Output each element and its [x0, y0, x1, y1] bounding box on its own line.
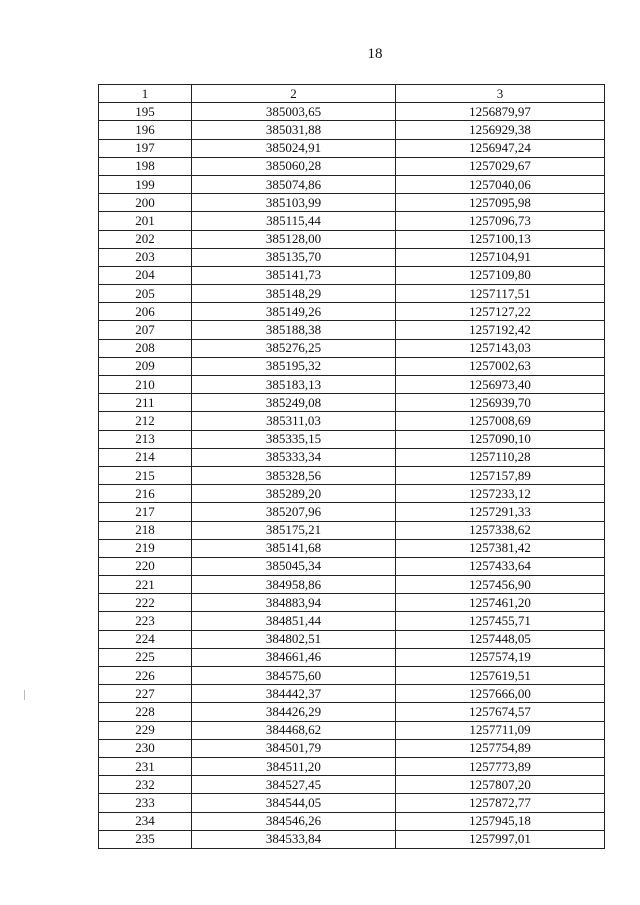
- x-coordinate-cell: 384511,20: [192, 757, 396, 775]
- table-body: [99, 103, 605, 849]
- table-row: [99, 139, 605, 157]
- table-row: [99, 448, 605, 466]
- point-number-cell: 209: [99, 357, 192, 375]
- y-coordinate-cell: 1257433,64: [396, 557, 605, 575]
- table-row: [99, 776, 605, 794]
- x-coordinate-cell: 385141,68: [192, 539, 396, 557]
- table-row: [99, 667, 605, 685]
- table-row: [99, 630, 605, 648]
- table-row: [99, 303, 605, 321]
- y-coordinate-cell: 1257109,80: [396, 266, 605, 284]
- x-coordinate-cell: 385148,29: [192, 285, 396, 303]
- x-coordinate-cell: 385311,03: [192, 412, 396, 430]
- y-coordinate-cell: 1257807,20: [396, 776, 605, 794]
- x-coordinate-cell: 384501,79: [192, 739, 396, 757]
- coordinates-table: [98, 84, 605, 849]
- table-row: [99, 248, 605, 266]
- x-coordinate-cell: 384442,37: [192, 685, 396, 703]
- point-number-cell: 210: [99, 376, 192, 394]
- table-row: [99, 321, 605, 339]
- x-coordinate-cell: 385074,86: [192, 175, 396, 193]
- point-number-cell: 196: [99, 121, 192, 139]
- point-number-cell: 234: [99, 812, 192, 830]
- y-coordinate-cell: 1257381,42: [396, 539, 605, 557]
- table-row: [99, 266, 605, 284]
- table-row: [99, 739, 605, 757]
- table-row: [99, 812, 605, 830]
- y-coordinate-cell: 1257104,91: [396, 248, 605, 266]
- point-number-cell: 203: [99, 248, 192, 266]
- y-coordinate-cell: 1257127,22: [396, 303, 605, 321]
- x-coordinate-cell: 384546,26: [192, 812, 396, 830]
- point-number-cell: 212: [99, 412, 192, 430]
- y-coordinate-cell: 1257008,69: [396, 412, 605, 430]
- point-number-cell: 206: [99, 303, 192, 321]
- x-coordinate-cell: 385024,91: [192, 139, 396, 157]
- scan-mark: [24, 690, 25, 700]
- x-coordinate-cell: 384527,45: [192, 776, 396, 794]
- y-coordinate-cell: 1257711,09: [396, 721, 605, 739]
- y-coordinate-cell: 1257997,01: [396, 830, 605, 848]
- table-row: [99, 466, 605, 484]
- x-coordinate-cell: 385060,28: [192, 157, 396, 175]
- table-row: [99, 594, 605, 612]
- y-coordinate-cell: 1256973,40: [396, 376, 605, 394]
- y-coordinate-cell: 1257773,89: [396, 757, 605, 775]
- table-row: [99, 194, 605, 212]
- y-coordinate-cell: 1257029,67: [396, 157, 605, 175]
- point-number-cell: 211: [99, 394, 192, 412]
- point-number-cell: 227: [99, 685, 192, 703]
- y-coordinate-cell: 1257117,51: [396, 285, 605, 303]
- table-row: [99, 557, 605, 575]
- table-row: [99, 212, 605, 230]
- x-coordinate-cell: 385115,44: [192, 212, 396, 230]
- y-coordinate-cell: 1257448,05: [396, 630, 605, 648]
- x-coordinate-cell: 385175,21: [192, 521, 396, 539]
- y-coordinate-cell: 1257096,73: [396, 212, 605, 230]
- table-row: [99, 430, 605, 448]
- y-coordinate-cell: 1257456,90: [396, 576, 605, 594]
- x-coordinate-cell: 385289,20: [192, 485, 396, 503]
- y-coordinate-cell: 1256929,38: [396, 121, 605, 139]
- x-coordinate-cell: 385249,08: [192, 394, 396, 412]
- table-row: [99, 612, 605, 630]
- x-coordinate-cell: 384883,94: [192, 594, 396, 612]
- x-coordinate-cell: 385141,73: [192, 266, 396, 284]
- x-coordinate-cell: 385207,96: [192, 503, 396, 521]
- point-number-cell: 204: [99, 266, 192, 284]
- table-row: [99, 576, 605, 594]
- x-coordinate-cell: 384575,60: [192, 667, 396, 685]
- y-coordinate-cell: 1257090,10: [396, 430, 605, 448]
- table-row: [99, 394, 605, 412]
- column-header-1: 1: [99, 85, 192, 103]
- y-coordinate-cell: 1257233,12: [396, 485, 605, 503]
- point-number-cell: 220: [99, 557, 192, 575]
- table-header-row: [99, 85, 605, 103]
- y-coordinate-cell: 1257455,71: [396, 612, 605, 630]
- x-coordinate-cell: 384533,84: [192, 830, 396, 848]
- table-row: [99, 703, 605, 721]
- y-coordinate-cell: 1257945,18: [396, 812, 605, 830]
- x-coordinate-cell: 385183,13: [192, 376, 396, 394]
- point-number-cell: 228: [99, 703, 192, 721]
- table-row: [99, 648, 605, 666]
- y-coordinate-cell: 1257143,03: [396, 339, 605, 357]
- table-row: [99, 376, 605, 394]
- table-row: [99, 685, 605, 703]
- point-number-cell: 195: [99, 103, 192, 121]
- table-row: [99, 339, 605, 357]
- y-coordinate-cell: 1257574,19: [396, 648, 605, 666]
- x-coordinate-cell: 384544,05: [192, 794, 396, 812]
- x-coordinate-cell: 385003,65: [192, 103, 396, 121]
- x-coordinate-cell: 384958,86: [192, 576, 396, 594]
- point-number-cell: 207: [99, 321, 192, 339]
- point-number-cell: 215: [99, 466, 192, 484]
- x-coordinate-cell: 385149,26: [192, 303, 396, 321]
- point-number-cell: 226: [99, 667, 192, 685]
- x-coordinate-cell: 384426,29: [192, 703, 396, 721]
- y-coordinate-cell: 1257002,63: [396, 357, 605, 375]
- y-coordinate-cell: 1256879,97: [396, 103, 605, 121]
- table-row: [99, 230, 605, 248]
- y-coordinate-cell: 1257110,28: [396, 448, 605, 466]
- point-number-cell: 223: [99, 612, 192, 630]
- y-coordinate-cell: 1257754,89: [396, 739, 605, 757]
- y-coordinate-cell: 1257872,77: [396, 794, 605, 812]
- table-row: [99, 175, 605, 193]
- table-row: [99, 157, 605, 175]
- point-number-cell: 229: [99, 721, 192, 739]
- y-coordinate-cell: 1257338,62: [396, 521, 605, 539]
- page-number: 18: [367, 46, 383, 62]
- point-number-cell: 235: [99, 830, 192, 848]
- point-number-cell: 232: [99, 776, 192, 794]
- table-row: [99, 539, 605, 557]
- table-row: [99, 485, 605, 503]
- x-coordinate-cell: 384851,44: [192, 612, 396, 630]
- x-coordinate-cell: 385128,00: [192, 230, 396, 248]
- table-row: [99, 503, 605, 521]
- y-coordinate-cell: 1257040,06: [396, 175, 605, 193]
- point-number-cell: 224: [99, 630, 192, 648]
- column-header-2: 2: [192, 85, 396, 103]
- y-coordinate-cell: 1257674,57: [396, 703, 605, 721]
- point-number-cell: 205: [99, 285, 192, 303]
- x-coordinate-cell: 384802,51: [192, 630, 396, 648]
- table-row: [99, 103, 605, 121]
- y-coordinate-cell: 1257291,33: [396, 503, 605, 521]
- x-coordinate-cell: 385135,70: [192, 248, 396, 266]
- point-number-cell: 200: [99, 194, 192, 212]
- y-coordinate-cell: 1257095,98: [396, 194, 605, 212]
- table-row: [99, 285, 605, 303]
- y-coordinate-cell: 1257461,20: [396, 594, 605, 612]
- table-row: [99, 121, 605, 139]
- x-coordinate-cell: 385335,15: [192, 430, 396, 448]
- point-number-cell: 231: [99, 757, 192, 775]
- point-number-cell: 201: [99, 212, 192, 230]
- y-coordinate-cell: 1256939,70: [396, 394, 605, 412]
- table-row: [99, 521, 605, 539]
- point-number-cell: 225: [99, 648, 192, 666]
- y-coordinate-cell: 1257619,51: [396, 667, 605, 685]
- y-coordinate-cell: 1257666,00: [396, 685, 605, 703]
- point-number-cell: 221: [99, 576, 192, 594]
- x-coordinate-cell: 384661,46: [192, 648, 396, 666]
- x-coordinate-cell: 385188,38: [192, 321, 396, 339]
- point-number-cell: 230: [99, 739, 192, 757]
- table-row: [99, 757, 605, 775]
- x-coordinate-cell: 385031,88: [192, 121, 396, 139]
- x-coordinate-cell: 385103,99: [192, 194, 396, 212]
- point-number-cell: 197: [99, 139, 192, 157]
- x-coordinate-cell: 385328,56: [192, 466, 396, 484]
- point-number-cell: 219: [99, 539, 192, 557]
- table-row: [99, 830, 605, 848]
- point-number-cell: 214: [99, 448, 192, 466]
- column-header-3: 3: [396, 85, 605, 103]
- point-number-cell: 199: [99, 175, 192, 193]
- table-row: [99, 412, 605, 430]
- point-number-cell: 233: [99, 794, 192, 812]
- x-coordinate-cell: 385276,25: [192, 339, 396, 357]
- point-number-cell: 202: [99, 230, 192, 248]
- x-coordinate-cell: 384468,62: [192, 721, 396, 739]
- point-number-cell: 216: [99, 485, 192, 503]
- point-number-cell: 217: [99, 503, 192, 521]
- point-number-cell: 213: [99, 430, 192, 448]
- point-number-cell: 218: [99, 521, 192, 539]
- y-coordinate-cell: 1257157,89: [396, 466, 605, 484]
- table-row: [99, 721, 605, 739]
- table-row: [99, 357, 605, 375]
- y-coordinate-cell: 1256947,24: [396, 139, 605, 157]
- point-number-cell: 198: [99, 157, 192, 175]
- point-number-cell: 208: [99, 339, 192, 357]
- x-coordinate-cell: 385195,32: [192, 357, 396, 375]
- y-coordinate-cell: 1257100,13: [396, 230, 605, 248]
- x-coordinate-cell: 385045,34: [192, 557, 396, 575]
- x-coordinate-cell: 385333,34: [192, 448, 396, 466]
- point-number-cell: 222: [99, 594, 192, 612]
- table-row: [99, 794, 605, 812]
- y-coordinate-cell: 1257192,42: [396, 321, 605, 339]
